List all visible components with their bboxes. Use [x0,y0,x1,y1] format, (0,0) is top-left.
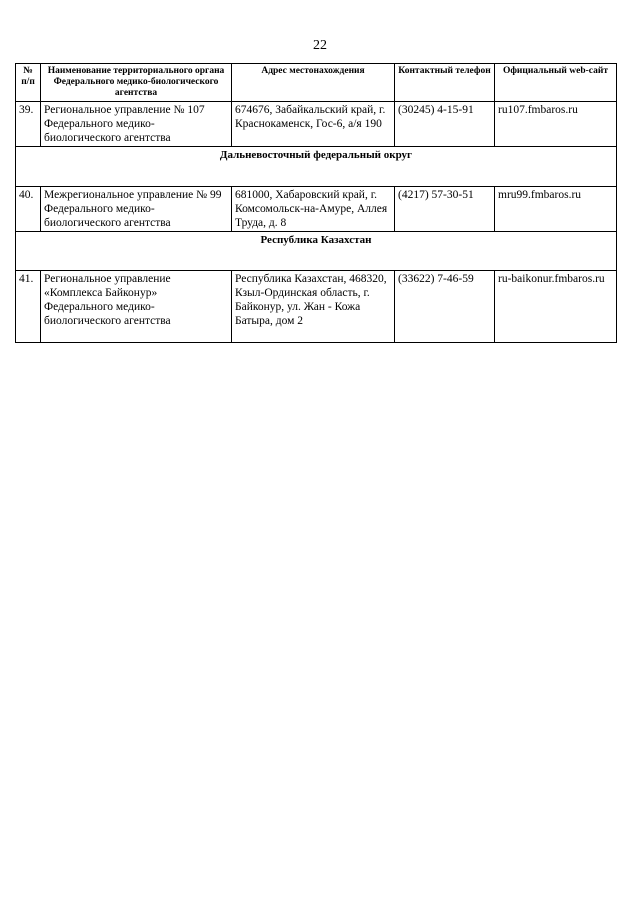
row-address: 674676, Забайкальский край, г. Краснокаменск, Гос-6, а/я 190 [232,102,395,147]
region-heading-row [16,147,617,187]
table-row [16,187,617,232]
region-heading: Дальневосточный федеральный округ [16,147,617,187]
row-name: Региональное управление «Комплекса Байконур» Федерального медико-биологического агентства [41,271,232,343]
row-address: Республика Казахстан, 468320, Кзыл-Ординская область, г. Байконур, ул. Жан - Кожа Батыра, дом 2 [232,271,395,343]
region-heading: Республика Казахстан [16,232,617,271]
territorial-bodies-table [15,63,617,343]
row-phone: (4217) 57-30-51 [395,187,495,232]
row-site: ru-baikonur.fmbaros.ru [495,271,617,343]
table-header-row [16,64,617,102]
page-number: 22 [313,38,327,53]
header-phone: Контактный телефон [395,64,495,102]
row-site: mru99.fmbaros.ru [495,187,617,232]
row-num: 41. [16,271,41,343]
row-num: 39. [16,102,41,147]
row-phone: (33622) 7-46-59 [395,271,495,343]
table-row [16,102,617,147]
row-address: 681000, Хабаровский край, г. Комсомольск-на-Амуре, Аллея Труда, д. 8 [232,187,395,232]
table-row [16,271,617,343]
header-num: № п/п [16,64,41,102]
row-name: Межрегиональное управление № 99 Федерального медико-биологического агентства [41,187,232,232]
header-name: Наименование территориального органа Федерального медико-биологического агентства [41,64,232,102]
header-address: Адрес местонахождения [232,64,395,102]
region-heading-row [16,232,617,271]
row-site: ru107.fmbaros.ru [495,102,617,147]
row-name: Региональное управление № 107 Федерального медико-биологического агентства [41,102,232,147]
header-site: Официальный web-сайт [495,64,617,102]
row-phone: (30245) 4-15-91 [395,102,495,147]
row-num: 40. [16,187,41,232]
